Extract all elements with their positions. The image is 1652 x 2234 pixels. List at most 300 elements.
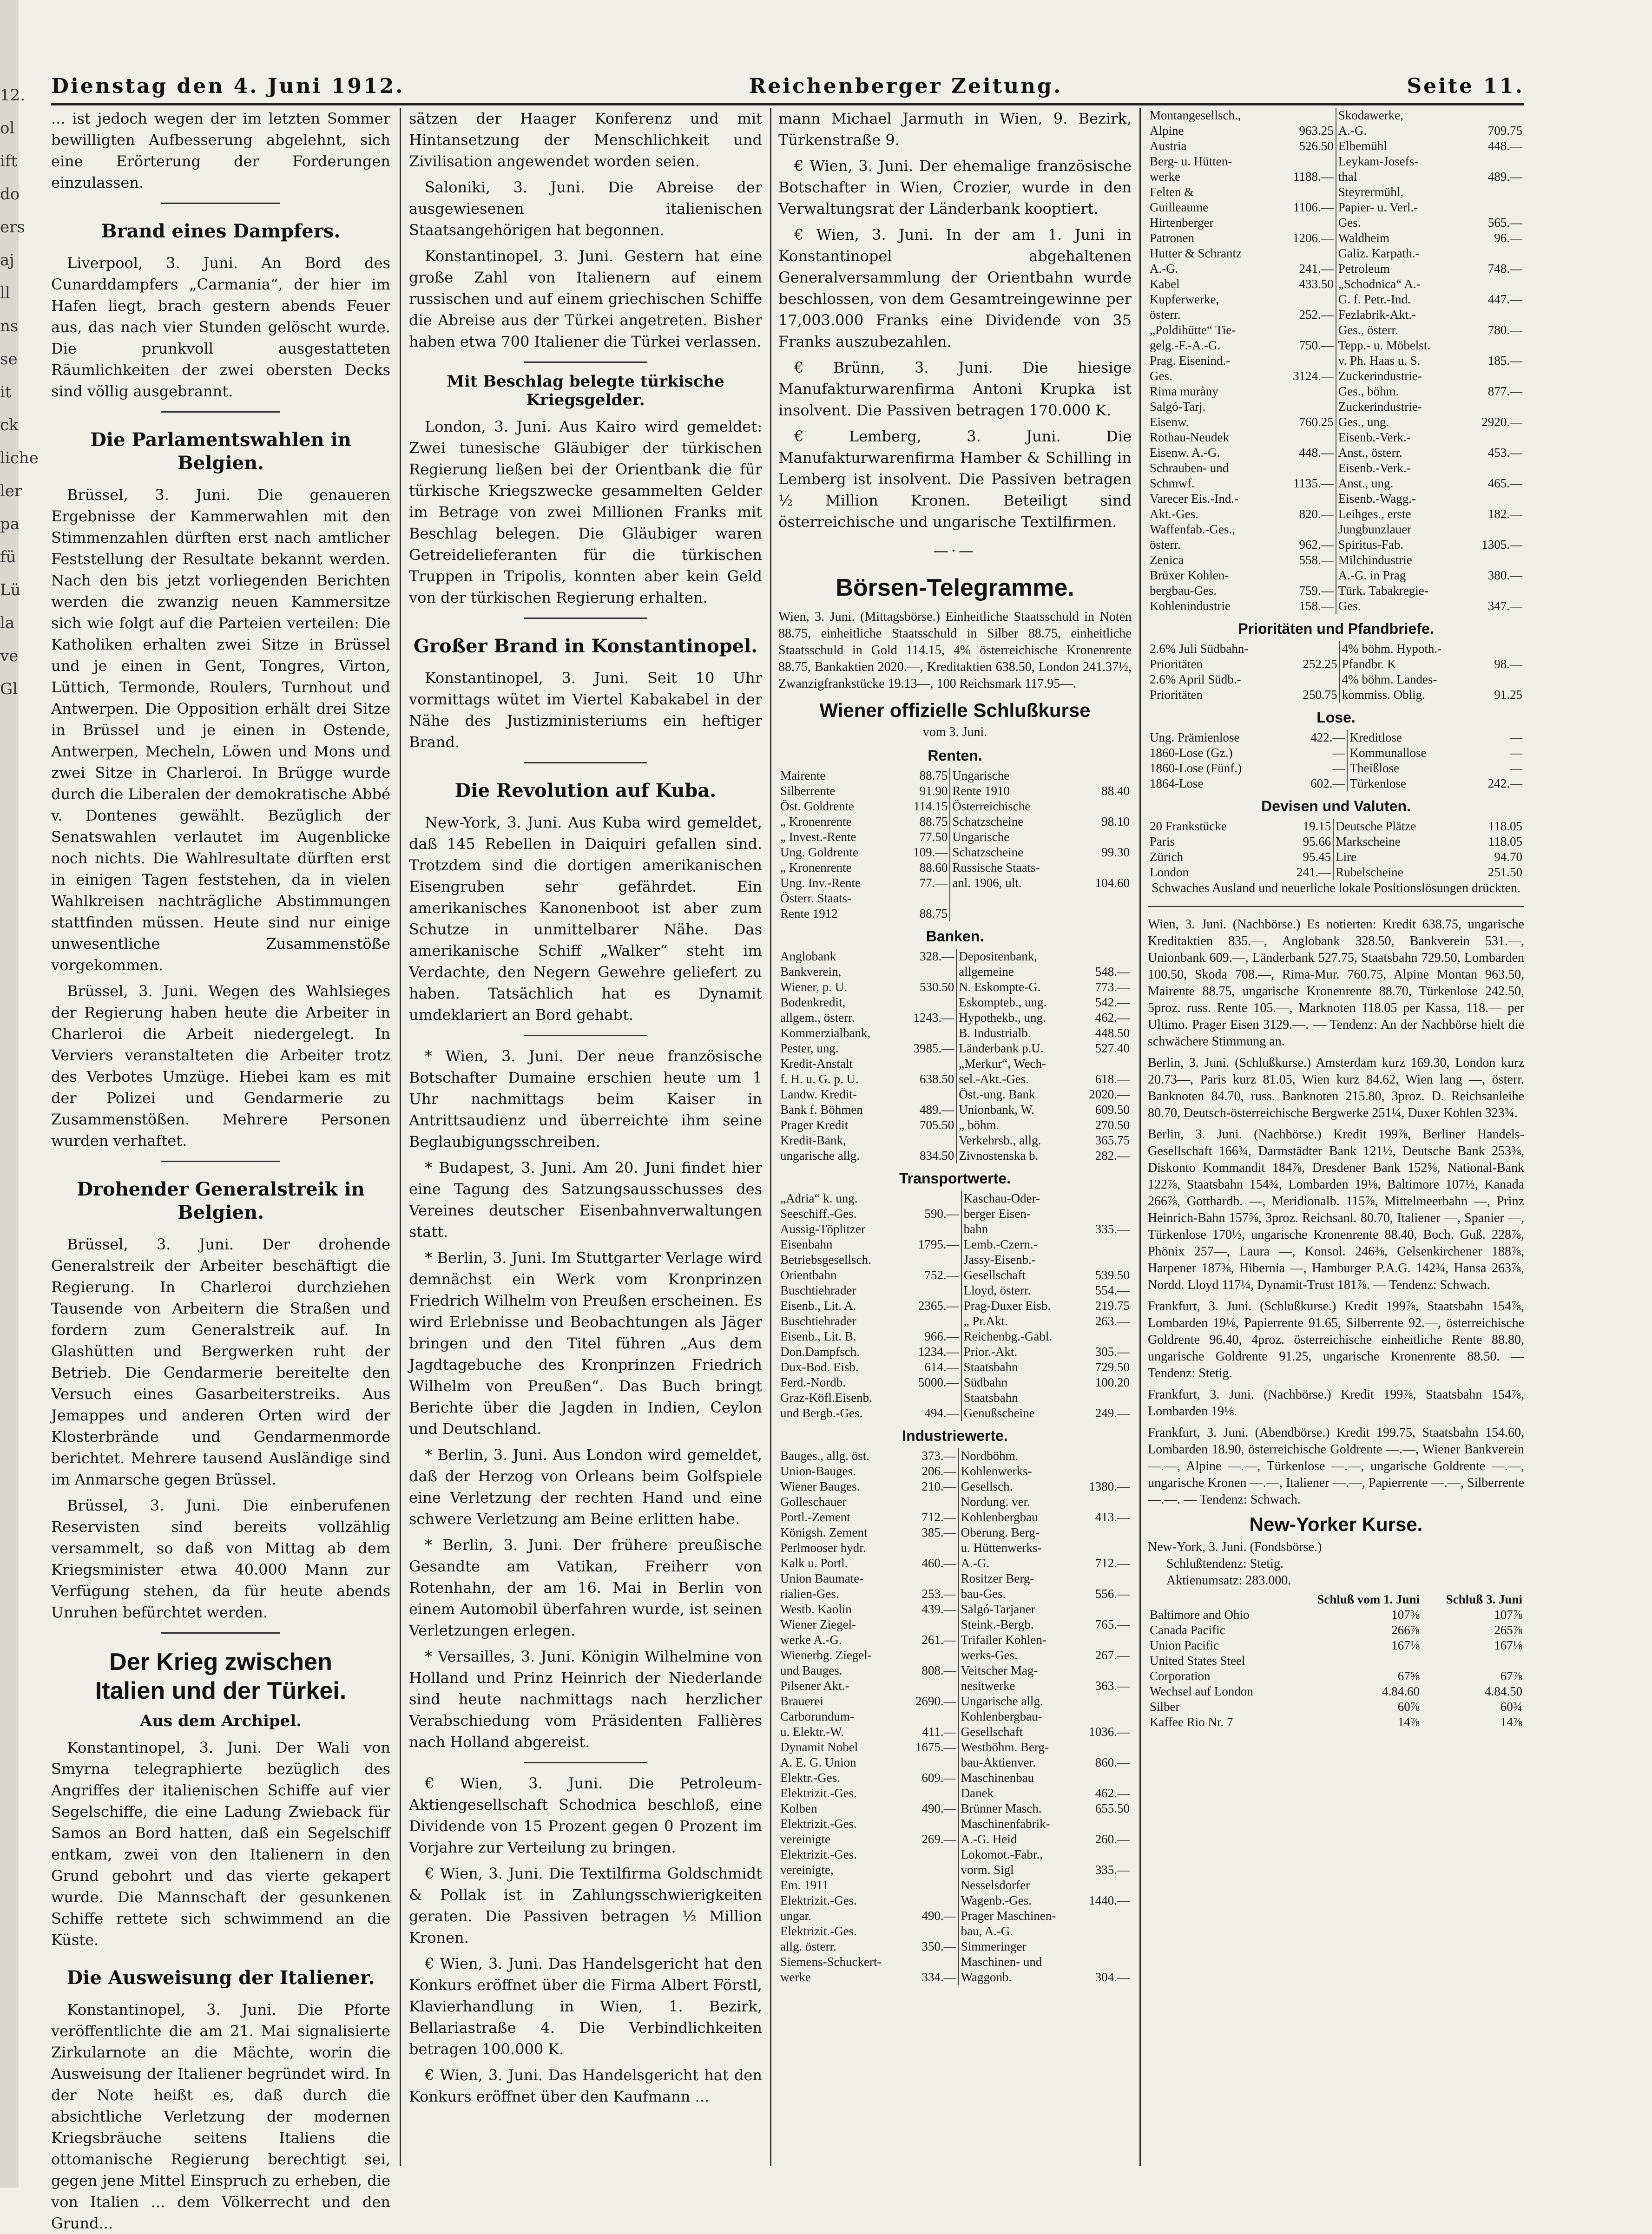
quote-value: 19.15: [1303, 819, 1331, 833]
article-title: Die Ausweisung der Italiener.: [66, 1967, 375, 1989]
quote-value: [904, 1924, 958, 1939]
market-line: Schlußtendenz: Stetig.: [1166, 1557, 1283, 1571]
table-row: [778, 1025, 1132, 1041]
security-name: allgem., österr.: [780, 1011, 855, 1025]
news-item: * Budapest, 3. Juni. Am 20. Juni findet hier eine Tagung des Satzungsausschusses des Vereines deutscher Eisenbahnverwaltungen statt.: [409, 1159, 762, 1241]
security-name: Elektrizit.-Ges.: [780, 1817, 857, 1831]
security-name: bau, A.-G.: [959, 1924, 1078, 1939]
table-row: [778, 1924, 1132, 1939]
table-row: [1148, 307, 1524, 322]
security-name: Landw. Kredit-: [780, 1087, 857, 1101]
security-name: Theißlose: [1347, 761, 1467, 776]
table-row: [1148, 353, 1524, 368]
table-row: [1148, 568, 1524, 583]
quote-value: [896, 891, 950, 906]
security-name: Eisenw. A.-G.: [1150, 446, 1220, 460]
quote-value: 60⅞: [1397, 1700, 1420, 1714]
table-row: [778, 1678, 1132, 1694]
security-name: Prioritäten: [1150, 688, 1203, 702]
table-row: [1148, 399, 1524, 414]
edge-text: ift: [0, 152, 18, 171]
edge-text: do: [0, 185, 20, 204]
security-name: Steyrermühl,: [1336, 184, 1465, 200]
quote-value: [1078, 1694, 1132, 1709]
quote-value: 252.—: [1299, 308, 1334, 322]
security-name: vorm. Sigl: [959, 1862, 1078, 1878]
table-row: [778, 995, 1132, 1010]
quote-value: [1276, 108, 1336, 123]
article-subtitle: Aus dem Archipel.: [139, 1712, 302, 1730]
separator-rule: [1148, 906, 1524, 907]
quote-value: [1276, 491, 1336, 506]
table-row: [1148, 506, 1524, 522]
quote-value: [1078, 1709, 1132, 1724]
security-name: werke: [780, 1970, 811, 1984]
security-name: Schrauben- und: [1150, 461, 1229, 475]
table-row: [778, 1148, 1132, 1163]
table-row: [778, 1117, 1132, 1133]
quote-value: [903, 1314, 961, 1329]
table-row: [778, 1329, 1132, 1344]
table-heading: Industriewerte.: [902, 1427, 1008, 1444]
security-name: vereinigte,: [780, 1863, 834, 1877]
quote-value: [1078, 799, 1132, 814]
article-text: Brüssel, 3. Juni. Die einberufenen Reservisten sind bereits vollzählig versammelt, so daß von Mittag ab dem Kriegsminister etwa 40.000 Mann zur Verfügung stehen, da für heute abends Unruhen befürchtet werden.: [51, 1497, 390, 1621]
security-name: Staatsbahn: [961, 1390, 1082, 1406]
quote-value: [1078, 906, 1132, 921]
security-name: 1860-Lose (Fünf.): [1150, 761, 1242, 775]
quote-value: 242.—: [1487, 776, 1522, 790]
security-name: Elektrizit.-Ges.: [780, 1893, 857, 1907]
article-text: Konstantinopel, 3. Juni. Gestern hat eine große Zahl von Italienern auf einem russischen und auf einem griechischen Schiffe die Abreise aus der Türkei angetreten. Bisher haben etwa 700 Italiener die Türkei verlassen.: [409, 247, 762, 350]
security-name: Ungarische allg.: [959, 1694, 1078, 1709]
table-row: [778, 964, 1132, 979]
table-heading: Devisen und Valuten.: [1261, 798, 1411, 815]
table-row: [778, 1862, 1132, 1878]
market-report: Frankfurt, 3. Juni. (Abendbörse.) Kredit 199.75, Staatsbahn 154.60, Lombarden 18.90, österreichische Goldrente —.—, Wiener Bankverein —.—, Alpine —.—, Türkenlose —.—, ungarische Goldrente —.—, ungarische Kronen —.—, Italiener —.—, Papierrente —.—, Silberrente —.—. — Tendenz: Schwach.: [1148, 1426, 1524, 1507]
security-name: Rothau-Neudek: [1150, 430, 1229, 444]
security-name: A.-G.: [959, 1556, 1078, 1571]
security-name: Staatsbahn: [961, 1360, 1082, 1375]
quote-value: [904, 1786, 958, 1801]
security-name: allg. österr.: [780, 1939, 836, 1953]
security-name: Prioritäten: [1150, 657, 1203, 671]
table-row: [778, 1832, 1132, 1847]
quote-value: [904, 1893, 958, 1908]
security-name: Union Pacific: [1150, 1638, 1219, 1652]
table-row: [1148, 1607, 1524, 1623]
news-item: € Wien, 3. Juni. Das Handelsgericht hat den Konkurs eröffnet über den Kaufmann ...: [409, 2066, 762, 2105]
table-heading: Banken.: [926, 928, 984, 945]
quote-value: 453.—: [1487, 446, 1522, 460]
security-name: nesitwerke: [959, 1678, 1078, 1694]
quote-value: [1078, 1770, 1132, 1786]
quote-value: 250.75: [1303, 688, 1337, 702]
quote-value: [1276, 292, 1336, 307]
quote-value: [1078, 1847, 1132, 1862]
security-name: Trifailer Kohlen-: [959, 1632, 1078, 1648]
quote-value: [903, 1390, 961, 1406]
quote-value: [1465, 246, 1524, 261]
security-name: A.-G. in Prag: [1336, 568, 1465, 583]
security-name: Montangesellsch.,: [1150, 108, 1241, 122]
security-name: Ung. Goldrente: [780, 845, 858, 859]
section-title: Wiener offizielle Schlußkurse: [819, 699, 1091, 721]
table-row: [1148, 1715, 1524, 1730]
security-name: Lemb.-Czern.-: [961, 1237, 1082, 1252]
quote-value: 335.—: [1095, 1863, 1130, 1877]
security-name: werks-Ges.: [959, 1648, 1078, 1663]
security-name: bahn: [961, 1222, 1082, 1237]
security-name: Ges., ung.: [1336, 414, 1465, 430]
security-name: Silber: [1150, 1700, 1180, 1714]
security-name: Hirtenberger: [1150, 216, 1214, 230]
quote-value: [903, 1222, 961, 1237]
quote-value: 118.05: [1488, 819, 1522, 833]
security-name: anl. 1906, ult.: [950, 875, 1078, 891]
security-name: Maschinen- und: [959, 1954, 1078, 1970]
quote-value: 167⅛: [1494, 1638, 1522, 1652]
table-row: [778, 1390, 1132, 1406]
security-name: werke A.-G.: [780, 1633, 842, 1647]
quote-value: [1078, 1602, 1132, 1617]
quote-value: 554.—: [1095, 1283, 1130, 1297]
quote-value: 88.75: [919, 907, 948, 920]
quote-table: [778, 1191, 1132, 1421]
quote-value: [904, 1494, 958, 1510]
security-name: Prag. Eisenind.-: [1150, 354, 1231, 368]
table-row: [1148, 819, 1524, 834]
separator-rule: [524, 361, 647, 363]
quote-value: 2020.—: [1089, 1087, 1130, 1101]
quote-value: 413.—: [1095, 1510, 1130, 1524]
quote-value: 95.66: [1303, 834, 1331, 848]
news-item: * Berlin, 3. Juni. Der frühere preußische Gesandte am Vatikan, Freiherr von Rotenhahn, der am 16. Mai in Berlin von einem Automobil überfahren wurde, ist seinen Verletzungen erlegen.: [409, 1536, 762, 1639]
quote-value: 963.25: [1299, 124, 1334, 138]
table-row: [778, 1133, 1132, 1148]
table-row: [1148, 246, 1524, 261]
security-name: sel.-Akt.-Ges.: [956, 1071, 1074, 1087]
table-row: [1148, 414, 1524, 430]
security-name: Brünner Masch.: [959, 1801, 1078, 1816]
security-name: Kaschau-Oder-: [961, 1191, 1082, 1206]
article-title: Die Revolution auf Kuba.: [454, 780, 717, 802]
quote-value: 98.—: [1494, 657, 1522, 671]
table-row: [1148, 430, 1524, 445]
table-row: [1148, 276, 1524, 292]
quote-value: 114.15: [914, 799, 948, 813]
quote-value: 447.—: [1487, 292, 1522, 306]
security-name: „ Pr.Akt.: [961, 1314, 1082, 1329]
security-name: Prager Kredit: [780, 1118, 849, 1132]
quote-value: 2920.—: [1481, 415, 1522, 429]
quote-value: 350.—: [921, 1939, 956, 1953]
security-name: Westböhm. Berg-: [959, 1740, 1078, 1755]
security-name: Türk. Tabakregie-: [1336, 583, 1465, 598]
quote-value: [1078, 891, 1132, 906]
security-name: Bauges., allg. öst.: [780, 1449, 869, 1463]
quote-value: 614.—: [924, 1360, 959, 1374]
quote-value: 490.—: [921, 1801, 956, 1815]
security-name: bergbau-Ges.: [1150, 584, 1217, 598]
quote-value: [1082, 1252, 1132, 1268]
security-name: Leykam-Josefs-: [1336, 154, 1465, 169]
security-name: Aussig-Töplitzer: [780, 1222, 865, 1236]
quote-value: 448.—: [1299, 446, 1334, 460]
quote-value: 206.—: [921, 1464, 956, 1478]
quote-value: 748.—: [1487, 262, 1522, 276]
security-name: Eisenw.: [1150, 415, 1189, 429]
section-date: vom 3. Juni.: [922, 725, 987, 739]
table-row: [778, 783, 1132, 799]
security-name: Ges., böhm.: [1336, 384, 1465, 399]
quote-value: 465.—: [1487, 476, 1522, 490]
quote-value: 462.—: [1095, 1786, 1130, 1800]
quote-value: 328.—: [920, 949, 954, 963]
security-name: Zenica: [1150, 553, 1184, 567]
quote-value: [1276, 430, 1336, 445]
security-name: Österreichische: [950, 799, 1078, 814]
security-name: Eisenb., Lit. B.: [780, 1329, 856, 1343]
quote-value: 380.—: [1487, 568, 1522, 582]
edge-text: liche: [0, 449, 39, 467]
quote-value: 709.75: [1487, 124, 1522, 138]
quote-value: [1465, 491, 1524, 506]
edge-text: 12.: [0, 86, 26, 105]
security-name: rialien-Ges.: [780, 1587, 839, 1601]
security-name: Zuckerindustrie-: [1336, 399, 1465, 414]
table-row: [1148, 368, 1524, 384]
table-row: [778, 1908, 1132, 1924]
table-row: [1148, 834, 1524, 849]
security-name: Lloyd, österr.: [961, 1283, 1082, 1298]
quote-value: 1106.—: [1293, 200, 1334, 214]
quote-value: 2690.—: [915, 1694, 956, 1708]
table-row: [1148, 384, 1524, 399]
table-row: [778, 1206, 1132, 1222]
security-name: Anst., österr.: [1336, 445, 1465, 460]
security-name: österr.: [1150, 538, 1181, 552]
security-name: „Merkur“, Wech-: [956, 1056, 1074, 1071]
section-title: Der Krieg zwischen: [109, 1649, 332, 1676]
security-name: Kreditlose: [1347, 730, 1467, 745]
quote-value: [903, 1191, 961, 1206]
security-name: Petroleum: [1336, 261, 1465, 276]
quote-value: 77.—: [919, 876, 948, 890]
quote-value: [1276, 353, 1336, 368]
quote-value: 834.50: [920, 1149, 954, 1163]
security-name: Patronen: [1150, 231, 1194, 245]
security-name: Elektrizit.-Ges.: [780, 1924, 857, 1938]
security-name: A. E. G. Union: [780, 1755, 856, 1769]
quote-value: 365.75: [1095, 1133, 1130, 1147]
security-name: Buschtiehrader: [780, 1314, 856, 1328]
article-title: Drohender Generalstreik in Belgien.: [77, 1178, 365, 1223]
quote-value: 94.70: [1494, 850, 1522, 864]
security-name: 2.6% April Südb.-: [1150, 672, 1241, 686]
market-line: New-York, 3. Juni. (Fondsbörse.): [1148, 1540, 1322, 1554]
security-name: Wienerbg. Ziegel-: [780, 1648, 872, 1662]
table-row: [778, 1970, 1132, 1985]
security-name: Kommunallose: [1347, 745, 1467, 761]
security-name: Eisenb.-Wagg.-: [1336, 491, 1465, 506]
edge-text: it: [0, 383, 12, 401]
quote-value: 590.—: [924, 1207, 959, 1221]
article-text: New-York, 3. Juni. Aus Kuba wird gemeldet, daß 145 Rebellen in Daiquiri gefallen sind. Trotzdem sind die dortigen amerikanischen Eisengruben sehr gefährdet. Ein amerikanisches Kanonenboot ist aber zum Schutze in unmittelbarer Nähe. Das amerikanische Schiff „Walker“ steht im Verdachte, den Negern Gewehre geliefert zu haben. Tatsächlich hat es Dynamit umdeklariert an Bord gehabt.: [409, 814, 762, 1024]
table-row: [1148, 745, 1524, 761]
quote-value: 1675.—: [915, 1740, 956, 1754]
column-divider: [1139, 108, 1141, 2166]
quote-value: [1276, 184, 1336, 200]
quote-value: [1465, 307, 1524, 322]
table-header-row: [1148, 1592, 1524, 1607]
security-name: Veitscher Mag-: [959, 1663, 1078, 1678]
separator-rule: [524, 762, 647, 763]
table-row: [778, 1525, 1132, 1540]
security-name: Rubelscheine: [1333, 865, 1465, 880]
quote-value: [1465, 552, 1524, 568]
security-name: Eisenb., Lit. A.: [780, 1299, 856, 1313]
quote-value: 67⅝: [1397, 1669, 1420, 1683]
table-heading: Renten.: [928, 747, 982, 764]
security-name: Verkehrsb., allg.: [956, 1133, 1074, 1148]
quote-value: 241.—: [1299, 262, 1334, 276]
quote-value: 109.—: [913, 845, 948, 859]
quote-value: 1305.—: [1481, 538, 1522, 552]
table-row: [778, 906, 1132, 921]
security-name: „Adria“ k. ung.: [780, 1191, 858, 1205]
quote-value: 494.—: [924, 1406, 959, 1420]
quote-value: [1078, 1448, 1132, 1464]
table-row: [1148, 200, 1524, 215]
separator-rule: [524, 618, 647, 619]
news-item: * Berlin, 3. Juni. Aus London wird gemeldet, daß der Herzog von Orleans beim Golfspiele eine Verletzung der rechten Hand und eine schwere Verletzung am Beine erlitten habe.: [409, 1446, 762, 1528]
quote-value: [899, 1025, 956, 1041]
table-row: [1148, 292, 1524, 307]
quote-value: [1465, 184, 1524, 200]
quote-value: 99.30: [1101, 845, 1130, 859]
quote-value: [1082, 1237, 1132, 1252]
quote-value: 347.—: [1487, 599, 1522, 613]
table-row: [778, 1360, 1132, 1375]
security-name: Wiener Ziegel-: [780, 1617, 856, 1631]
quote-value: 88.75: [919, 769, 948, 782]
quote-value: 267.—: [1095, 1648, 1130, 1662]
quote-value: [1082, 1329, 1132, 1344]
security-name: „ böhm.: [956, 1117, 1074, 1133]
security-name: Union Baumate-: [780, 1571, 864, 1585]
article-continuation: sätzen der Haager Konferenz und mit Hintansetzung der Menschlichkeit und Zivilisation angewendet worden seien.: [409, 110, 762, 170]
table-row: [778, 1283, 1132, 1298]
security-name: österr.: [1150, 308, 1181, 322]
quote-value: 385.—: [921, 1525, 956, 1539]
quote-value: 3124.—: [1292, 369, 1334, 383]
quote-value: 5000.—: [918, 1375, 959, 1389]
security-name: Österr. Staats-: [780, 891, 851, 905]
quote-value: [1078, 1924, 1132, 1939]
quote-value: [1078, 829, 1132, 845]
header-title: Reichenberger Zeitung.: [749, 74, 1063, 98]
table-row: [778, 1602, 1132, 1617]
quote-value: 67⅞: [1500, 1669, 1522, 1683]
table-row: [778, 814, 1132, 829]
security-name: „ Kronenrente: [780, 815, 852, 828]
quote-value: 448.—: [1487, 139, 1522, 153]
quote-value: 729.50: [1095, 1360, 1130, 1374]
security-name: Kommerzialbank,: [780, 1026, 871, 1040]
security-name: Kupferwerke,: [1150, 292, 1219, 306]
quote-value: 530.50: [920, 980, 954, 994]
security-name: Wiener Bauges.: [780, 1479, 860, 1493]
security-name: Schatzscheine: [950, 845, 1078, 860]
security-name: Siemens-Schuckert-: [780, 1955, 882, 1969]
quote-value: [1078, 1663, 1132, 1678]
security-name: Genußscheine: [961, 1406, 1082, 1421]
quote-value: 655.50: [1095, 1801, 1130, 1815]
quote-value: 548.—: [1095, 965, 1130, 979]
quote-table: [778, 949, 1132, 1163]
quote-value: 966.—: [924, 1329, 959, 1343]
security-name: Fezlabrik-Akt.-: [1336, 307, 1465, 322]
quote-value: —: [1510, 730, 1522, 744]
security-name: Paris: [1150, 834, 1175, 848]
market-report: Frankfurt, 3. Juni. (Nachbörse.) Kredit 199⅞, Staatsbahn 154⅞, Lombarden 19⅛.: [1148, 1387, 1524, 1419]
quote-value: 526.50: [1299, 139, 1334, 153]
security-name: Ungarische: [950, 768, 1078, 783]
quote-value: [1078, 1494, 1132, 1510]
quote-value: 1440.—: [1089, 1893, 1130, 1907]
table-row: [1148, 476, 1524, 491]
security-name: Markscheine: [1333, 834, 1465, 849]
security-name: Kolben: [780, 1801, 817, 1815]
quote-value: [1465, 154, 1524, 169]
table-row: [778, 1571, 1132, 1586]
table-row: [1148, 123, 1524, 138]
table-row: [1148, 730, 1524, 745]
security-name: Brauerei: [780, 1694, 823, 1708]
market-report: Wien, 3. Juni. (Mittagsbörse.) Einheitliche Staatsschuld in Noten 88.75, einheitliche Staatsschuld in Silber 88.75, einheitliche Staatsschuld in Gold 114.15, 4% österreichische Kronenrente 88.75, Bankaktien 2020.—, Kreditaktien 638.50, London 241.37½, Zwanzigfrankstücke 19.13—, 100 Reichsmark 117.95—.: [778, 610, 1132, 691]
market-report: Wien, 3. Juni. (Nachbörse.) Es notierten: Kredit 638.75, ungarische Kreditaktien 835.—, Anglobank 328.50, Bankverein 531.—, Unionbank 609.—, Länderbank 527.75, Staatsbahn 729.50, Lombarden 100.50, Skoda 708.—, Rima-Mur. 760.75, Alpine Montan 963.50, Mairente 88.75, ungarische Kronenrente 88.70, Türkenlose 242.50, 5proz. russ. Rente 105.—, Marknoten 118.05 per Kassa, 118.— per Ultimo. Prager Eisen 3129.—. — Tendenz: An der Nachbörse hielt die schwächere Stimmung an.: [1148, 917, 1524, 1049]
security-name: Mairente: [780, 769, 826, 782]
column-2: [409, 108, 762, 2162]
security-name: Ges.: [1150, 369, 1172, 383]
edge-text: ll: [0, 284, 10, 302]
table-row: [778, 1071, 1132, 1087]
table-row: [778, 1479, 1132, 1494]
quote-value: 91.90: [919, 784, 948, 798]
table-row: [1148, 1699, 1524, 1715]
security-name: Kalk u. Portl.: [780, 1556, 848, 1570]
table-row: [778, 1510, 1132, 1525]
security-name: Kredit-Bank,: [780, 1133, 846, 1147]
security-name: [950, 906, 1078, 921]
security-name: Königsh. Zement: [780, 1525, 868, 1539]
quote-value: 489.—: [920, 1103, 954, 1117]
quote-value: 1795.—: [918, 1237, 959, 1251]
quote-value: [899, 995, 956, 1010]
table-row: [1148, 776, 1524, 791]
table-row: [778, 1617, 1132, 1632]
news-item: € Wien, 3. Juni. Die Textilfirma Goldschmidt & Pollak ist in Zahlungsschwierigkeiten geraten. Die Passiven betragen ½ Million Kronen.: [409, 1865, 762, 1946]
security-name: „ Invest.-Rente: [780, 830, 856, 844]
quote-value: [1276, 215, 1336, 230]
table-row: [778, 1494, 1132, 1510]
edge-text: Gl: [0, 680, 18, 698]
table-heading: Prioritäten und Pfandbriefe.: [1238, 620, 1434, 637]
quote-value: 305.—: [1095, 1345, 1130, 1359]
security-name: „ Kronenrente: [780, 861, 852, 874]
quote-value: 167⅛: [1391, 1638, 1420, 1652]
